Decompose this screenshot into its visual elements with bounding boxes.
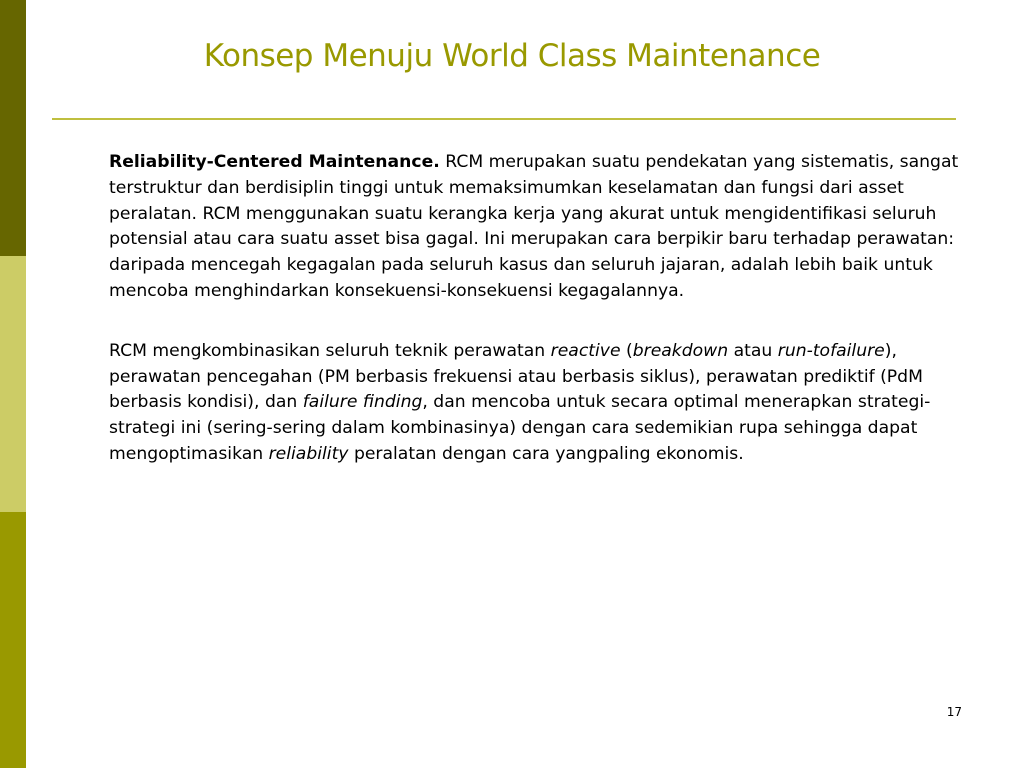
slide-body xyxy=(109,150,959,468)
p2-text-6: peralatan dengan cara yangpaling ekonomis. xyxy=(348,443,744,464)
page-number: 17 xyxy=(946,705,962,719)
title-divider xyxy=(52,118,956,120)
term-failure-finding: failure finding xyxy=(302,392,423,413)
slide-title: Konsep Menuju World Class Maintenance xyxy=(203,38,821,74)
paragraph-rcm-definition xyxy=(109,150,959,305)
p2-text-5: , dan mencoba untuk secara optimal menerapkan strategi-strategi ini (sering-sering dalam kombinasinya) dengan cara sedemikian rupa sehingga dapat mengoptimasikan xyxy=(109,392,931,464)
p2-text-4: ), perawatan pencegahan (PM berbasis frekuensi atau berbasis siklus), perawatan prediktif (PdM berbasis kondisi), dan xyxy=(109,340,923,413)
sidebar-light-segment xyxy=(0,256,26,512)
rcm-definition-text: RCM merupakan suatu pendekatan yang sistematis, sangat terstruktur dan berdisiplin tinggi untuk memaksimumkan keselamatan dan fungsi dari asset peralatan. RCM menggunakan suatu kerangka kerja yang akurat untuk mengidentifikasi seluruh potensial atau cara suatu asset bisa gagal. Ini merupakan cara berpikir baru terhadap perawatan: daripada mencegah kegagalan pada seluruh kasus dan seluruh jajaran, adalah lebih baik untuk mencoba menghindarkan konsekuensi-konsekuensi kegagalannya. xyxy=(109,152,959,301)
sidebar-mid-segment xyxy=(0,512,26,768)
term-breakdown: breakdown xyxy=(632,340,729,361)
rcm-term: Reliability-Centered Maintenance. xyxy=(109,152,440,172)
term-reliability: reliability xyxy=(268,443,349,464)
p2-text-1: RCM mengkombinasikan seluruh teknik perawatan xyxy=(109,340,551,361)
term-run-to-failure: run-tofailure xyxy=(777,340,885,361)
p2-text-2: ( xyxy=(620,340,633,361)
term-reactive: reactive xyxy=(550,340,621,361)
sidebar-dark-segment xyxy=(0,0,26,256)
p2-text-3: atau xyxy=(728,340,778,361)
paragraph-rcm-combination xyxy=(109,339,959,468)
